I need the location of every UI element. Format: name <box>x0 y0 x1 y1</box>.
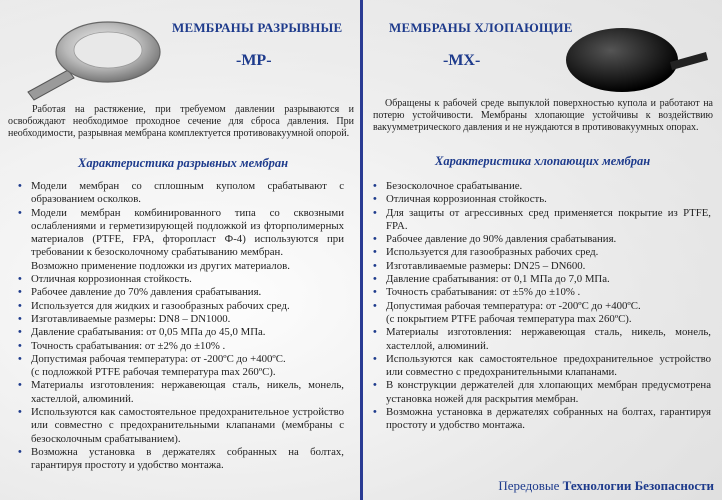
list-item: • Рабочее давление до 90% давления срабатывания. <box>373 233 711 246</box>
list-item: • Используется для жидких и газообразных рабочих сред. <box>18 300 344 313</box>
left-title: МЕМБРАНЫ РАЗРЫВНЫЕ <box>172 20 343 35</box>
rupture-membranes-column <box>0 0 360 500</box>
list-item: • Давление срабатывания: от 0,05 МПа до 45,0 МПа. <box>18 326 344 339</box>
list-item: • Отличная коррозионная стойкость. <box>373 193 711 206</box>
left-section-title: Характеристика разрывных мембран <box>78 156 289 170</box>
right-title: МЕМБРАНЫ ХЛОПАЮЩИЕ <box>389 20 573 35</box>
list-item: • Рабочее давление до 70% давления срабатывания. <box>18 286 344 299</box>
list-item: • Возможна установка в держателях собранных на болтах, гарантируя простоту и удобство монтажа. <box>18 446 344 473</box>
list-item: • Материалы изготовления: нержавеющая сталь, никель, монель, хастеллой, алюминий. <box>18 379 344 406</box>
footer-brand <box>498 478 714 494</box>
left-feature-list <box>18 180 344 473</box>
list-item: • Давление срабатывания: от 0,1 МПа до 7,0 МПа. <box>373 273 711 286</box>
list-item: • Безосколочное срабатывание. <box>373 180 711 193</box>
list-item: • Возможна установка в держателях собранных на болтах, гарантируя простоту и удобство монтажа. <box>373 406 711 433</box>
right-intro: Обращены к рабочей среде выпуклой поверхностью купола и работают на потерю устойчивости. Мембраны хлопающие устойчивы к воздействию вакуумметрического давления и не нуждаются в противовакуумных опорах. <box>373 98 713 133</box>
right-section-title: Характеристика хлопающих мембран <box>435 154 651 168</box>
list-item: Возможно применение подложки из других материалов. <box>31 259 290 272</box>
list-item: • Точность срабатывания: от ±5% до ±10% . <box>373 286 711 299</box>
list-item: • В конструкции держателей для хлопающих мембран предусмотрена установка ножей для раскрытия мембран. <box>373 379 711 406</box>
right-feature-list <box>373 180 711 433</box>
list-item: • Допустимая рабочая температура: от -200ºС до +400ºС. <box>18 353 344 366</box>
footer-brand-name: Технологии Безопасности <box>562 478 714 493</box>
left-intro: Работая на растяжение, при требуемом давлении разрываются и освобождают необходимое проходное сечение для сброса давления. При необходимости, разрывная мембрана комплектуется противовакуумной опорой. <box>8 104 354 139</box>
list-item: • Используются как самостоятельное предохранительное устройство или совместно с предохранительными клапанами (мембраны с безосколочным срабатыванием). <box>18 406 344 446</box>
right-code: -МХ- <box>443 52 481 69</box>
list-item: • Используется для газообразных рабочих сред. <box>373 246 711 259</box>
list-item: • Изготавливаемые размеры: DN25 – DN600. <box>373 260 711 273</box>
footer-prefix: Передовые <box>498 478 560 493</box>
list-item: • Для защиты от агрессивных сред применяется покрытие из PTFE, FPA. <box>373 207 711 234</box>
snap-disc-image <box>560 22 710 102</box>
list-item: • Отличная коррозионная стойкость. <box>18 273 344 286</box>
list-item: • Точность срабатывания: от ±2% до ±10% . <box>18 340 344 353</box>
list-item: • Материалы изготовления: нержавеющая сталь, никель, монель, хастеллой, алюминий. <box>373 326 711 353</box>
list-item: • Используются как самостоятельное предохранительное устройство или совместно с предохранительными клапанами. <box>373 353 711 380</box>
list-item: (с покрытием PTFE рабочая температура max 260ºС). <box>386 312 632 325</box>
list-item: • Допустимая рабочая температура: от -200ºС до +400ºС. <box>373 300 711 313</box>
rupture-disc-image <box>8 14 168 104</box>
list-item: (с подложкой PTFE рабочая температура max 260ºС). <box>31 366 276 379</box>
list-item: • Изготавливаемые размеры: DN8 – DN1000. <box>18 313 344 326</box>
list-item: • Модели мембран со сплошным куполом срабатывают с образованием осколков. <box>18 180 344 207</box>
left-code: -МР- <box>236 52 272 69</box>
list-item: • Модели мембран комбинированного типа со сквозными ослаблениями и герметизирующей подложкой из фторполимерных материалов (PTFE, FPA, фторопласт Ф-4) используются при требовании к безосколочному срабатыванию мембран. <box>18 207 344 260</box>
